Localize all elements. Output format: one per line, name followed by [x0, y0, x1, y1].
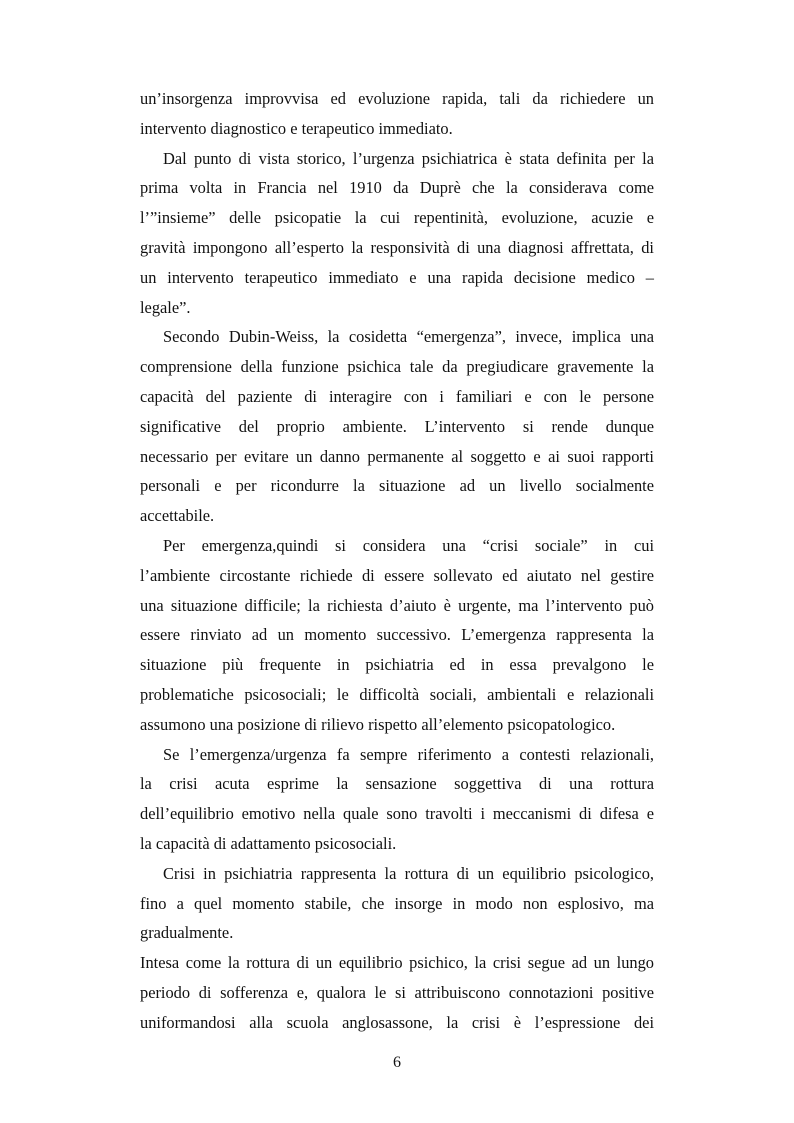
text-line: periodo di sofferenza e, qualora le si attribuiscono connotazioni positive: [140, 982, 654, 1002]
text-line: l’ambiente circostante richiede di essere sollevato ed aiutato nel gestire: [140, 565, 654, 585]
text-line: capacità del paziente di interagire con i familiari e con le persone: [140, 386, 654, 406]
text-line: situazione più frequente in psichiatria ed in essa prevalgono le: [140, 655, 654, 675]
text-line: intervento diagnostico e terapeutico immediato.: [140, 118, 453, 138]
text-line: la capacità di adattamento psicosociali.: [140, 833, 397, 853]
text-line: personali e per ricondurre la situazione ad un livello socialmente: [140, 476, 654, 496]
text-line: fino a quel momento stabile, che insorge in modo non esplosivo, ma: [140, 893, 654, 913]
text-line: significative del proprio ambiente. L’intervento si rende dunque: [140, 416, 654, 436]
text-line: gradualmente.: [140, 923, 234, 943]
text-line: gravità impongono all’esperto la responsività di una diagnosi affrettata, di: [140, 237, 654, 257]
text-line: prima volta in Francia nel 1910 da Duprè che la considerava come: [140, 178, 654, 198]
document-body: [140, 84, 654, 1038]
text-line: Dal punto di vista storico, l’urgenza psichiatrica è stata definita per la: [163, 148, 654, 168]
text-line: Crisi in psichiatria rappresenta la rottura di un equilibrio psicologico,: [163, 863, 654, 883]
text-line: Secondo Dubin-Weiss, la cosidetta “emergenza”, invece, implica una: [163, 327, 654, 347]
text-line: assumono una posizione di rilievo rispetto all’elemento psicopatologico.: [140, 714, 616, 734]
text-line: uniformandosi alla scuola anglosassone, la crisi è l’espressione dei: [140, 1012, 654, 1032]
text-line: un’insorgenza improvvisa ed evoluzione rapida, tali da richiedere un: [140, 89, 654, 108]
text-line: accettabile.: [140, 506, 215, 526]
text-line: un intervento terapeutico immediato e una rapida decisione medico –: [140, 267, 654, 287]
text-line: problematiche psicosociali; le difficoltà sociali, ambientali e relazionali: [140, 684, 654, 704]
text-line: Intesa come la rottura di un equilibrio psichico, la crisi segue ad un lungo: [140, 953, 654, 973]
text-line: la crisi acuta esprime la sensazione soggettiva di una rottura: [140, 774, 654, 794]
text-line: necessario per evitare un danno permanente al soggetto e ai suoi rapporti: [140, 446, 654, 466]
text-line: Se l’emergenza/urgenza fa sempre riferimento a contesti relazionali,: [163, 744, 654, 764]
text-line: legale”.: [140, 297, 191, 317]
text-line: Per emergenza,quindi si considera una “crisi sociale” in cui: [163, 535, 654, 555]
page-number: 6: [393, 1054, 401, 1071]
text-line: l’”insieme” delle psicopatie la cui repentinità, evoluzione, acuzie e: [140, 208, 654, 228]
text-line: una situazione difficile; la richiesta d’aiuto è urgente, ma l’intervento può: [140, 595, 654, 615]
text-line: comprensione della funzione psichica tale da pregiudicare gravemente la: [140, 357, 654, 377]
text-line: dell’equilibrio emotivo nella quale sono travolti i meccanismi di difesa e: [140, 804, 654, 824]
text-line: essere rinviato ad un momento successivo. L’emergenza rappresenta la: [140, 625, 654, 645]
